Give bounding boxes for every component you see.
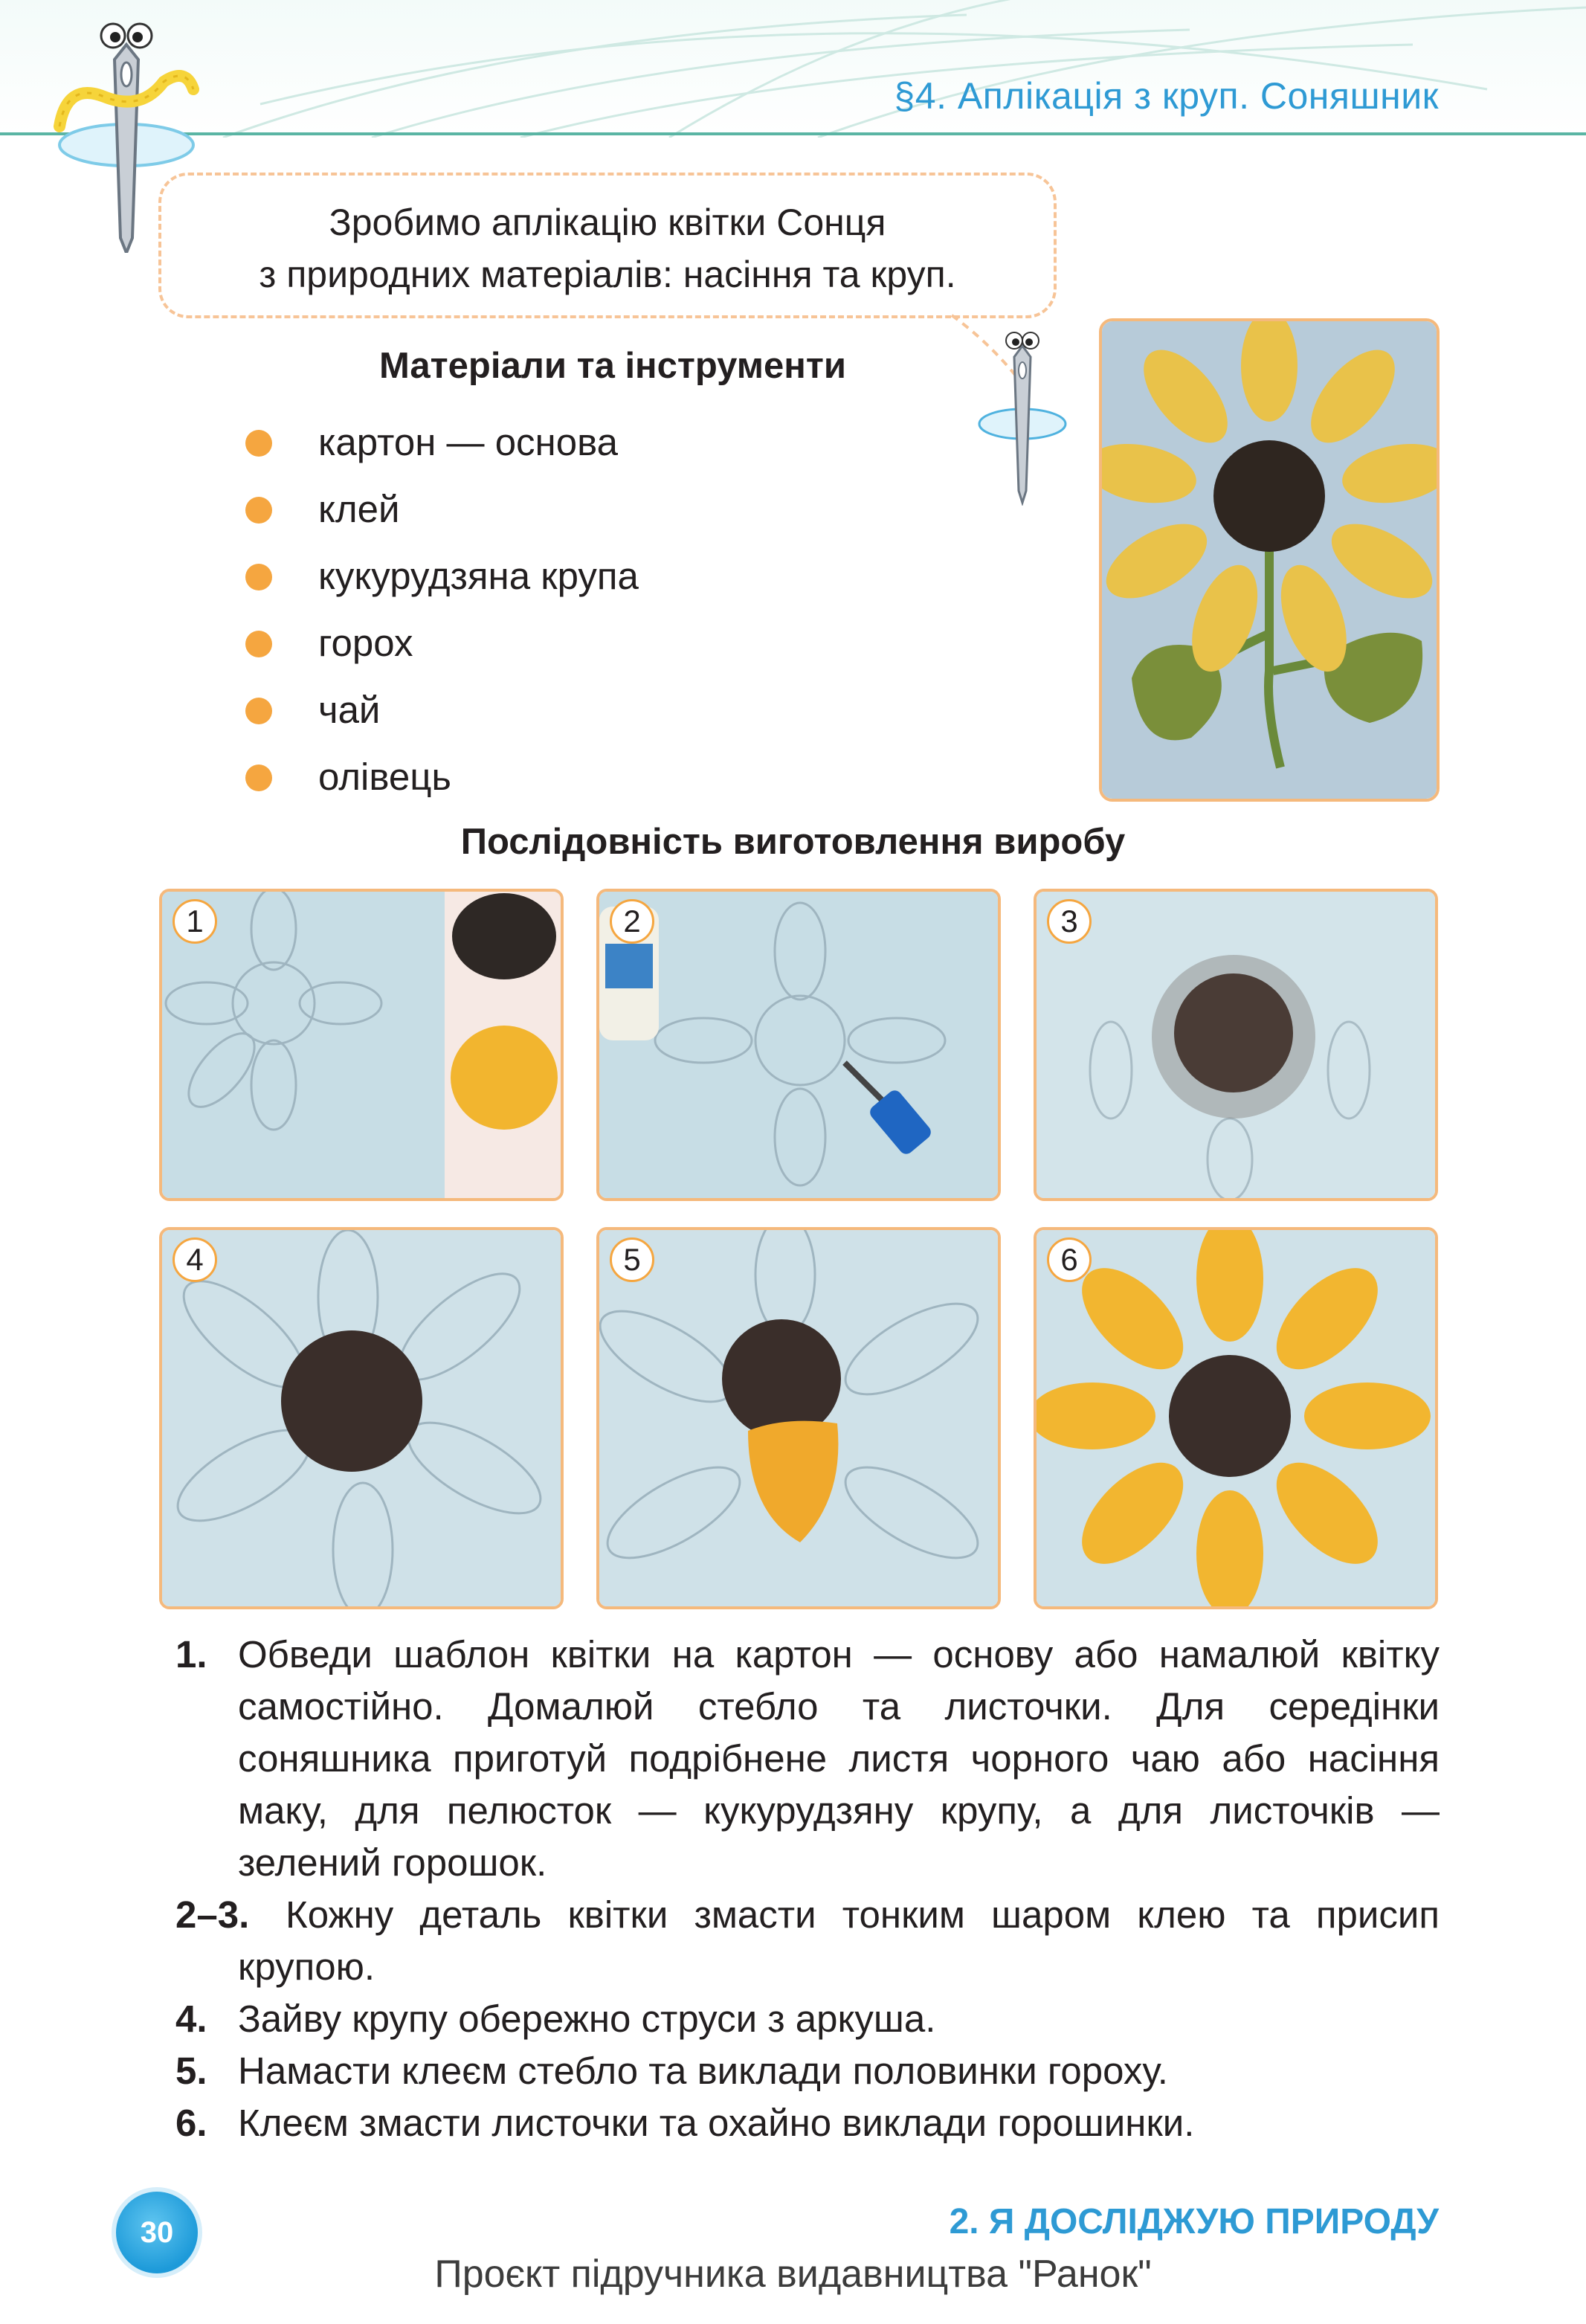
instruction-steps bbox=[175, 1629, 1440, 2149]
header-rule bbox=[0, 132, 1586, 135]
step-badge-5: 5 bbox=[610, 1237, 654, 1282]
bullet-icon bbox=[245, 765, 272, 791]
step-number: 6. bbox=[175, 2102, 207, 2144]
step-photo-1 bbox=[159, 889, 564, 1201]
step-text: Зайву крупу обережно струси з аркуша. bbox=[238, 1998, 936, 2040]
step-text: Кожну деталь квітки змасти тонким шаром клею та присип крупою. bbox=[238, 1893, 1440, 1988]
step-badge-2: 2 bbox=[610, 899, 654, 944]
materials-item-label: чай bbox=[318, 689, 381, 731]
materials-item-label: картон — основа bbox=[318, 421, 618, 463]
needle-mascot-small-icon bbox=[974, 327, 1071, 506]
bubble-line-1: Зробимо аплікацію квітки Сонця bbox=[329, 202, 886, 243]
step-text: Обведи шаблон квітки на картон — основу або намалюй квітку самостійно. Домалюй стебло та листочки. Для середінки соняшника приготуй подрібнене листя чорного чаю або насіння маку, для пелюсток — кукурудзяну крупу, а для листочків — зелений горошок. bbox=[238, 1633, 1440, 1884]
materials-list bbox=[245, 416, 639, 818]
step-photo-6 bbox=[1034, 1227, 1438, 1609]
step-number: 2–3. bbox=[175, 1893, 250, 1936]
step-item bbox=[175, 1629, 1440, 1889]
finished-sunflower-photo bbox=[1099, 318, 1440, 802]
bullet-icon bbox=[245, 631, 272, 657]
materials-item-label: клей bbox=[318, 488, 400, 530]
page-number: 30 bbox=[112, 2187, 202, 2278]
step-photo-2 bbox=[596, 889, 1001, 1201]
chapter-title: 2. Я ДОСЛІДЖУЮ ПРИРОДУ bbox=[949, 2202, 1439, 2241]
materials-item-label: горох bbox=[318, 622, 413, 664]
materials-item bbox=[245, 751, 639, 818]
bullet-icon bbox=[245, 698, 272, 724]
materials-item bbox=[245, 684, 639, 751]
step-photo-3 bbox=[1034, 889, 1438, 1201]
step-badge-3: 3 bbox=[1047, 899, 1092, 944]
publisher-note: Проєкт підручника видавництва "Ранок" bbox=[434, 2253, 1152, 2296]
step-badge-4: 4 bbox=[173, 1237, 217, 1282]
bullet-icon bbox=[245, 430, 272, 457]
speech-bubble bbox=[158, 173, 1057, 318]
sequence-heading: Послідовність виготовлення виробу bbox=[460, 822, 1126, 862]
materials-item bbox=[245, 617, 639, 684]
bullet-icon bbox=[245, 564, 272, 590]
step-item bbox=[175, 2045, 1440, 2097]
step-item bbox=[175, 1889, 1440, 1993]
step-item bbox=[175, 1993, 1440, 2045]
step-text: Клеєм змасти листочки та охайно виклади горошинки. bbox=[238, 2102, 1195, 2144]
step-item bbox=[175, 2097, 1440, 2149]
step-badge-1: 1 bbox=[173, 899, 217, 944]
step-number: 5. bbox=[175, 2050, 207, 2092]
bubble-text bbox=[161, 196, 1054, 300]
bubble-line-2: з природних матеріалів: насіння та круп. bbox=[259, 254, 956, 295]
step-photo-4 bbox=[159, 1227, 564, 1609]
step-number: 4. bbox=[175, 1998, 207, 2040]
materials-item bbox=[245, 550, 639, 617]
step-photo-5 bbox=[596, 1227, 1001, 1609]
materials-heading: Матеріали та інструменти bbox=[379, 346, 847, 386]
materials-item-label: кукурудзяна крупа bbox=[318, 555, 639, 597]
step-number: 1. bbox=[175, 1633, 207, 1676]
bullet-icon bbox=[245, 497, 272, 524]
section-title: §4. Аплікація з круп. Соняшник bbox=[894, 75, 1439, 117]
step-badge-6: 6 bbox=[1047, 1237, 1092, 1282]
step-text: Намасти клеєм стебло та виклади половинки гороху. bbox=[238, 2050, 1168, 2092]
materials-item-label: олівець bbox=[318, 756, 451, 798]
materials-item bbox=[245, 483, 639, 550]
materials-item bbox=[245, 416, 639, 483]
